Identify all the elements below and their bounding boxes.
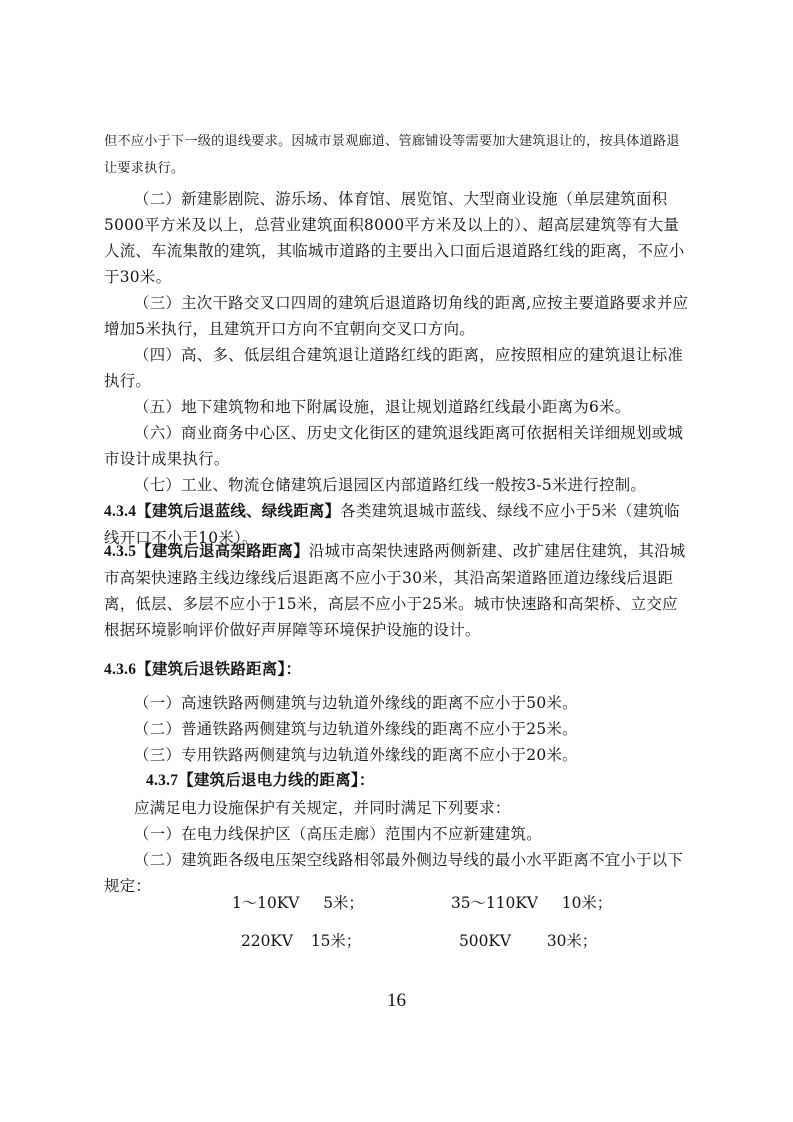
section-number: 4.3.7 [146, 772, 179, 789]
voltage-value: 220KV [241, 932, 293, 950]
paragraph-item-3: （三）主次干路交叉口四周的建筑后退道路切角线的距离,应按主要道路要求并应增加5米执行，且建筑开口方向不宜朝向交叉口方向。 [104, 294, 689, 338]
section-heading: 【建筑后退高架路距离】 [136, 542, 309, 560]
section-4-3-5 [104, 538, 692, 643]
section-number: 4.3.5 [104, 543, 137, 560]
section-heading: 【建筑后退蓝线、绿线距离】 [136, 502, 341, 520]
section-4-3-7 [146, 767, 692, 794]
section-4-3-6 [104, 656, 692, 683]
distance-value: 5米； [323, 894, 364, 912]
distance-value: 15米； [310, 932, 362, 950]
paragraph-item-6: （六）商业商务中心区、历史文化街区的建筑退线距离可依据相关详细规划或城市设计成果执行。 [104, 424, 684, 468]
railway-item-2: （二）普通铁路两侧建筑与边轨道外缘线的距离不应小于25米。 [134, 720, 578, 738]
power-item-1: （一）在电力线保护区（高压走廊）范围内不应新建建筑。 [134, 825, 542, 843]
section-heading: 【建筑后退铁路距离】 [136, 660, 286, 678]
section-text: 各类建筑退城市蓝线、绿线不应小于5米（建筑临线开口不小于10米）。 [104, 502, 680, 547]
paragraph-item-7: （七）工业、物流仓储建筑后退园区内部道路红线一般按3-5米进行控制。 [134, 476, 647, 494]
paragraph-item-2: （二）新建影剧院、游乐场、体育馆、展览馆、大型商业设施（单层建筑面积5000平方米及以上，总营业建筑面积8000平方米及以上的）、超高层建筑等有大量人流、车流集散的建筑，其临城市道路的主要出入口面后退道路红线的距离，不应小于30米。 [104, 190, 685, 286]
power-item-2: （二）建筑距各级电压架空线路相邻最外侧边导线的最小水平距离不宜小于以下规定： [104, 851, 684, 895]
distance-value: 30米； [546, 932, 598, 950]
paragraph-item-5: （五）地下建筑物和地下附属设施，退让规划道路红线最小距离为6米。 [134, 398, 631, 416]
voltage-value: 500KV [459, 932, 511, 950]
section-suffix: ： [358, 771, 375, 789]
voltage-value: 35～110KV [451, 894, 538, 912]
railway-item-3: （三）专用铁路两侧建筑与边轨道外缘线的距离不应小于20米。 [134, 746, 578, 764]
section-number: 4.3.6 [104, 661, 137, 678]
voltage-value: 1～10KV [232, 894, 300, 912]
section-heading: 【建筑后退电力线的距离】 [178, 771, 359, 789]
paragraph-continuation: 但不应小于下一级的退线要求。因城市景观廊道、管廊铺设等需要加大建筑退让的，按具体道路退让要求执行。 [104, 134, 680, 176]
section-text: 沿城市高架快速路两侧新建、改扩建居住建筑，其沿城市高架快速路主线边缘线后退距离不应小于30米，其沿高架道路匝道边缘线后退距离，低层、多层不应小于15米，高层不应小于25米。城市快速路和高架桥、立交应根据环境影响评价做好声屏障等环境保护设施的设计。 [104, 542, 686, 639]
section-suffix: ： [285, 660, 302, 678]
voltage-row [241, 929, 361, 951]
voltage-row [459, 929, 597, 951]
voltage-row [451, 891, 612, 913]
distance-value: 10米； [561, 894, 613, 912]
railway-item-1: （一）高速铁路两侧建筑与边轨道外缘线的距离不应小于50米。 [134, 694, 578, 712]
voltage-row [232, 891, 364, 913]
page-number: 16 [387, 990, 406, 1011]
section-number: 4.3.4 [104, 503, 137, 520]
power-requirement-intro: 应满足电力设施保护有关规定，并同时满足下列要求： [134, 799, 511, 817]
paragraph-item-4: （四）高、多、低层组合建筑退让道路红线的距离，应按照相应的建筑退让标准执行。 [104, 346, 684, 390]
